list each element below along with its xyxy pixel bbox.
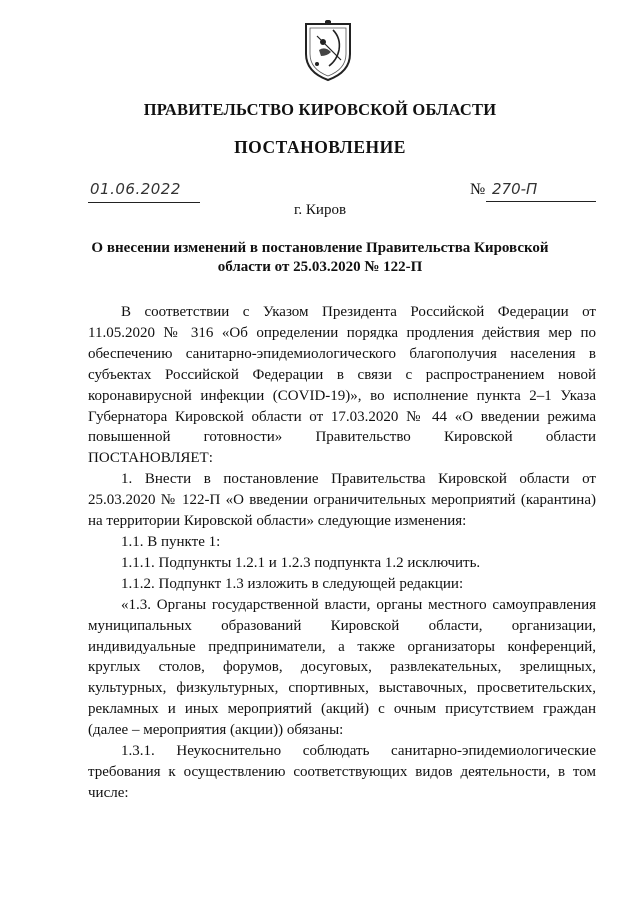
coat-of-arms-emblem	[303, 20, 353, 82]
document-date: 01.06.2022	[90, 180, 181, 198]
document-number: 270-П	[492, 180, 538, 198]
preamble-paragraph: В соответствии с Указом Президента Российской Федерации от 11.05.2020 № 316 «Об определении порядка продления действия мер по обеспечению санитарно-эпидемиологического благополучия населения в субъектах Российской Федерации в связи с распространением новой коронавирусной инфекции (COVID-19)», во исполнение пункта 2–1 Указа Губернатора Кировской области от 17.03.2020 № 44 «О введении режима повышенной готовности» Правительство Кировской области ПОСТАНОВЛЯЕТ:	[88, 304, 596, 467]
clause-1-1-paragraph: 1.1. В пункте 1:	[121, 533, 221, 550]
clause-1-paragraph: 1. Внести в постановление Правительства Кировской области от 25.03.2020 № 122-П «О введении ограничительных мероприятий (карантина) на территории Кировской области» следующие изменения:	[88, 471, 596, 530]
clause-1-1-1-paragraph: 1.1.1. Подпункты 1.2.1 и 1.2.3 подпункта 1.2 исключить.	[121, 554, 481, 571]
clause-1-3-paragraph: «1.3. Органы государственной власти, органы местного самоуправления муниципальных образований Кировской области, организации, индивидуальные предприниматели, а также организаторы конференций, круглых столов, форумов, досуговых, развлекательных, зрелищных, культурных, физкультурных, спортивных, выставочных, просветительских, рекламных и иных мероприятий (акций) с очным присутствием граждан (далее – мероприятия (акции)) обязаны:	[88, 596, 596, 739]
city-name: г. Киров	[293, 202, 347, 218]
clause-1-1-2-paragraph: 1.1.2. Подпункт 1.3 изложить в следующей редакции:	[121, 575, 464, 592]
document-type-title: ПОСТАНОВЛЕНИЕ	[234, 137, 406, 157]
document-subject: О внесении изменений в постановление Правительства Кировской области от 25.03.2020 № 122-П	[91, 240, 549, 275]
number-field	[470, 180, 596, 202]
document-body	[88, 302, 596, 804]
government-name: ПРАВИТЕЛЬСТВО КИРОВСКОЙ ОБЛАСТИ	[143, 100, 497, 119]
number-sign: №	[470, 181, 486, 198]
date-field	[88, 180, 200, 203]
clause-1-3-1-paragraph: 1.3.1. Неукоснительно соблюдать санитарно-эпидемиологические требования к осуществлению соответствующих видов деятельности, в том числе:	[88, 743, 596, 801]
